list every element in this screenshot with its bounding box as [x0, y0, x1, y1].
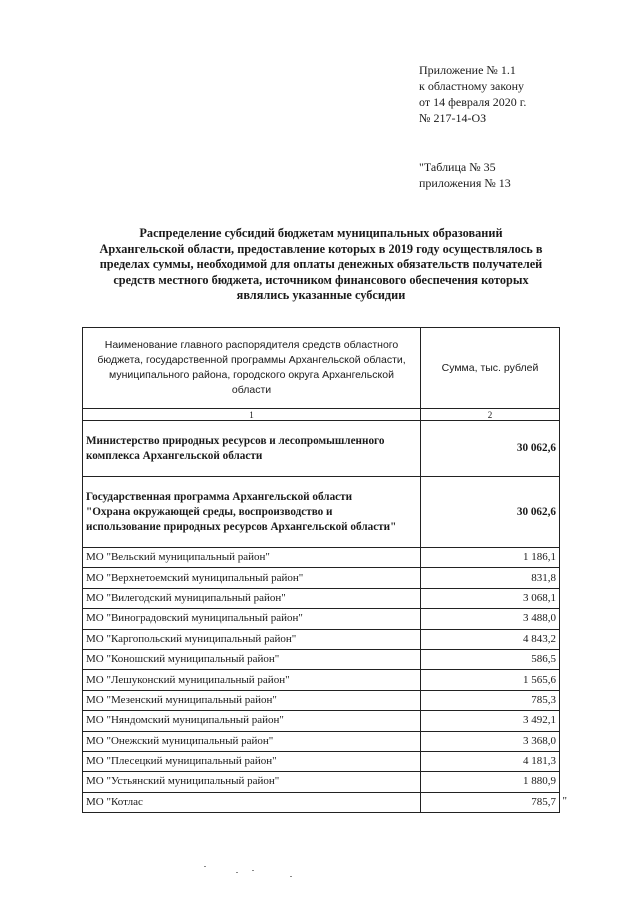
title-line: Архангельской области, предоставление которых в 2019 году осуществлялось в: [99, 241, 543, 256]
ministry-row: [83, 421, 560, 477]
municipality-name-cell: МО "Онежский муниципальный район": [83, 731, 421, 751]
table-row: [83, 772, 560, 792]
header-name-line: Наименование главного распорядителя средств областного: [104, 339, 399, 351]
subsidies-table: [82, 327, 567, 813]
title-line: пределах суммы, необходимой для оплаты денежных обязательств получателей: [99, 257, 543, 272]
table-reference: [419, 159, 511, 191]
header-name-line: муниципального района, городского округа Архангельской: [109, 369, 394, 381]
table-row: [83, 751, 560, 771]
column-number: 2: [421, 409, 560, 421]
municipality-sum-cell: 1 565,6: [421, 670, 560, 690]
scan-specks: [200, 864, 320, 884]
table-row: [83, 568, 560, 588]
program-name-line: "Охрана окружающей среды, воспроизводство и: [86, 505, 333, 518]
table-ref-line: приложения № 13: [419, 176, 511, 190]
table-row: [83, 609, 560, 629]
municipality-sum-cell: 1 880,9: [421, 772, 560, 792]
title-line: средств местного бюджета, источником финансового обеспечения которых: [113, 272, 529, 287]
table-row: [83, 690, 560, 710]
title-line: являлись указанные субсидии: [236, 288, 406, 303]
table-row: [83, 649, 560, 669]
municipality-name-cell: МО "Лешуконский муниципальный район": [83, 670, 421, 690]
municipality-name-cell: МО "Каргопольский муниципальный район": [83, 629, 421, 649]
municipality-sum-cell: 785,3: [421, 690, 560, 710]
municipality-name-cell: МО "Няндомский муниципальный район": [83, 711, 421, 731]
header-name-cell: [83, 328, 421, 409]
annex-line: Приложение № 1.1: [419, 63, 516, 77]
header-name-line: области: [231, 384, 272, 396]
program-name-line: Государственная программа Архангельской области: [86, 490, 353, 503]
annex-reference: [419, 62, 526, 126]
municipality-name-cell: МО "Вилегодский муниципальный район": [83, 588, 421, 608]
municipality-name-cell: МО "Верхнетоемский муниципальный район": [83, 568, 421, 588]
municipality-sum-cell: 4 843,2: [421, 629, 560, 649]
municipality-sum-cell: 831,8: [421, 568, 560, 588]
table-row: [83, 792, 560, 812]
municipality-sum-cell: 3 488,0: [421, 609, 560, 629]
table-row: [83, 731, 560, 751]
table-row: [83, 670, 560, 690]
table-row: [83, 548, 560, 568]
annex-line: к областному закону: [419, 79, 525, 93]
municipality-sum-cell: 4 181,3: [421, 751, 560, 771]
title-line: Распределение субсидий бюджетам муниципальных образований: [139, 226, 503, 240]
municipality-name-cell: МО "Мезенский муниципальный район": [83, 690, 421, 710]
municipality-name-cell: МО "Плесецкий муниципальный район": [83, 751, 421, 771]
table-row: [83, 629, 560, 649]
ministry-name-cell: [83, 421, 421, 477]
program-name-cell: [83, 477, 421, 548]
municipality-name-cell: МО "Коношский муниципальный район": [83, 649, 421, 669]
municipality-sum-cell: 1 186,1: [421, 548, 560, 568]
column-number-row: [83, 409, 560, 421]
annex-line: от 14 февраля 2020 г.: [419, 95, 527, 109]
table-header-row: [83, 328, 560, 409]
table-ref-line: "Таблица № 35: [419, 160, 496, 174]
municipality-sum-cell: 586,5: [421, 649, 560, 669]
closing-quote-mark: ": [562, 794, 567, 807]
municipality-sum-cell: 3 492,1: [421, 711, 560, 731]
column-number: 1: [83, 409, 421, 421]
municipality-sum-value: 785,7: [531, 795, 556, 808]
municipality-sum-cell: 3 068,1: [421, 588, 560, 608]
header-sum-cell: Сумма, тыс. рублей: [421, 328, 560, 409]
program-row: [83, 477, 560, 548]
document-title: [70, 226, 572, 304]
municipality-name-cell: МО "Вельский муниципальный район": [83, 548, 421, 568]
municipality-sum-cell: [421, 792, 567, 812]
table-row: [83, 711, 560, 731]
table-row: [83, 588, 560, 608]
header-name-line: бюджета, государственной программы Архангельской области,: [97, 354, 406, 366]
ministry-name-line: комплекса Архангельской области: [86, 449, 263, 462]
program-name-line: использование природных ресурсов Архангельской области": [86, 520, 397, 533]
municipality-name-cell: МО "Котлас: [83, 792, 421, 812]
municipality-sum-cell: 3 368,0: [421, 731, 560, 751]
annex-line: № 217-14-ОЗ: [419, 111, 487, 125]
ministry-sum-cell: 30 062,6: [421, 421, 560, 477]
ministry-name-line: Министерство природных ресурсов и лесопромышленного: [86, 434, 385, 447]
program-sum-cell: 30 062,6: [421, 477, 560, 548]
municipality-name-cell: МО "Устьянский муниципальный район": [83, 772, 421, 792]
municipality-name-cell: МО "Виноградовский муниципальный район": [83, 609, 421, 629]
